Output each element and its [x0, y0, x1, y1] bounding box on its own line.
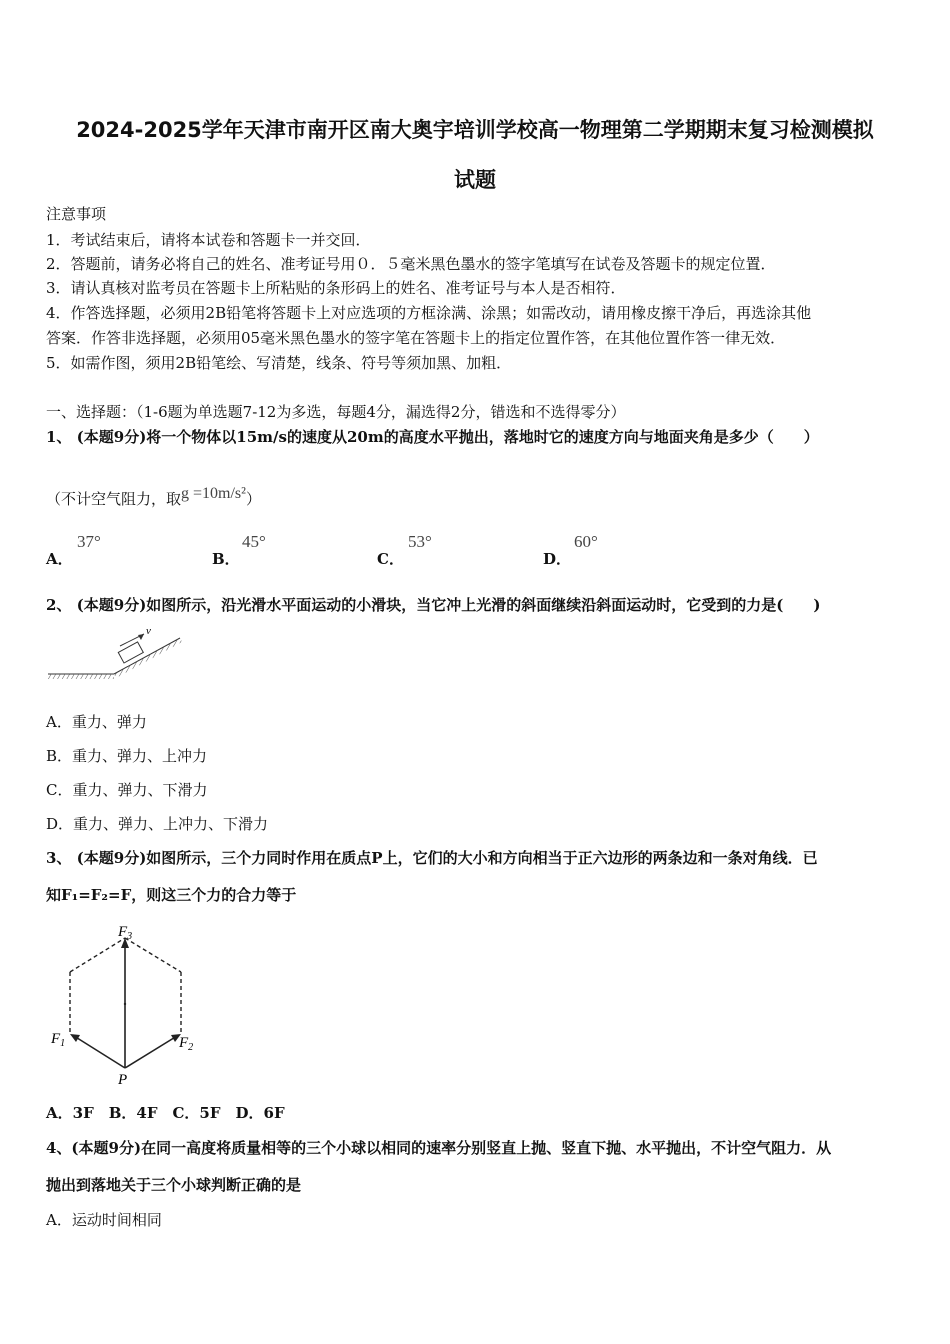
q1-option-b-value: 45°	[242, 532, 266, 551]
section-heading: 一、选择题：（1-6题为单选题7-12为多选，每题4分，漏选得2分，错选和不选得零分）	[46, 403, 626, 421]
page-title-line2: 试题	[454, 168, 496, 192]
question-1-text: 1、 (本题9分)将一个物体以15m/s的速度从20m的高度水平抛出，落地时它的速度方向与地面夹角是多少（ ）	[46, 428, 819, 446]
notice-item: 2．答题前，请务必将自己的姓名、准考证号用０．５毫米黑色墨水的签字笔填写在试卷及答题卡的规定位置．	[46, 255, 776, 273]
incline-figure	[44, 622, 186, 682]
q1-option-a-label: A．	[46, 550, 73, 568]
question-4-text-line1: 4、(本题9分)在同一高度将质量相等的三个小球以相同的速率分别竖直上抛、竖直下抛、水平抛出，不计空气阻力．从	[46, 1139, 832, 1157]
velocity-label: v	[146, 625, 151, 637]
gravity-formula: g =10m/s²	[181, 485, 246, 502]
notice-item: 3．请认真核对监考员在答题卡上所粘贴的条形码上的姓名、准考证号与本人是否相符．	[46, 279, 626, 297]
notice-item: 4．作答选择题，必须用2B铅笔将答题卡上对应选项的方框涂满、涂黑；如需改动，请用橡皮擦干净后，再选涂其他	[46, 304, 812, 322]
label-f3: $F_3$	[118, 924, 133, 942]
ground-hatch	[48, 674, 114, 679]
question-2-text: 2、 (本题9分)如图所示，沿光滑水平面运动的小滑块，当它冲上光滑的斜面继续沿斜面运动时，它受到的力是( )	[46, 596, 821, 614]
hexagon-force-figure	[46, 922, 206, 1090]
q2-option-a: A．重力、弹力	[46, 713, 147, 731]
q1-option-d-label: D．	[543, 550, 572, 568]
label-f1: $F_1$	[51, 1031, 66, 1049]
q2-option-b: B．重力、弹力、上冲力	[46, 747, 208, 765]
label-f2: $F_2$	[179, 1035, 194, 1053]
question-4-text-line2: 抛出到落地关于三个小球判断正确的是	[46, 1176, 302, 1194]
q4-option-a: A．运动时间相同	[46, 1211, 162, 1229]
q1-option-a-value: 37°	[77, 532, 101, 551]
q1-option-c-label: C．	[377, 550, 404, 568]
q1-option-c-value: 53°	[408, 532, 432, 551]
notice-item: 1．考试结束后，请将本试卷和答题卡一并交回．	[46, 231, 371, 249]
q1-option-b-label: B．	[212, 550, 240, 568]
force-f2-line	[125, 1036, 177, 1068]
q1-option-d-value: 60°	[574, 532, 598, 551]
notice-item: 答案．作答非选择题，必须用05毫米黑色墨水的签字笔在答题卡上的指定位置作答，在其他位置作答一律无效．	[46, 329, 786, 347]
question-3-text-line2: 知F₁=F₂=F，则这三个力的合力等于	[46, 886, 297, 904]
force-f1-line	[74, 1036, 125, 1068]
note-suffix: ）	[245, 490, 261, 508]
note-prefix: （不计空气阻力，取	[46, 490, 182, 508]
question-1-note	[46, 485, 261, 509]
q3-options: A．3F B．4F C．5F D．6F	[46, 1104, 285, 1122]
q2-option-c: C．重力、弹力、下滑力	[46, 781, 208, 799]
label-p: P	[118, 1072, 128, 1088]
notice-item: 5．如需作图，须用2B铅笔绘、写清楚，线条、符号等须加黑、加粗．	[46, 354, 512, 372]
center-dot	[124, 1003, 126, 1005]
page-title: 2024-2025学年天津市南开区南大奥宇培训学校高一物理第二学期期末复习检测模拟	[76, 118, 874, 142]
question-3-text-line1: 3、 (本题9分)如图所示，三个力同时作用在质点P上，它们的大小和方向相当于正六边形的两条边和一条对角线．已	[46, 849, 818, 867]
q2-option-d: D．重力、弹力、上冲力、下滑力	[46, 815, 269, 833]
notice-heading: 注意事项	[46, 205, 107, 223]
